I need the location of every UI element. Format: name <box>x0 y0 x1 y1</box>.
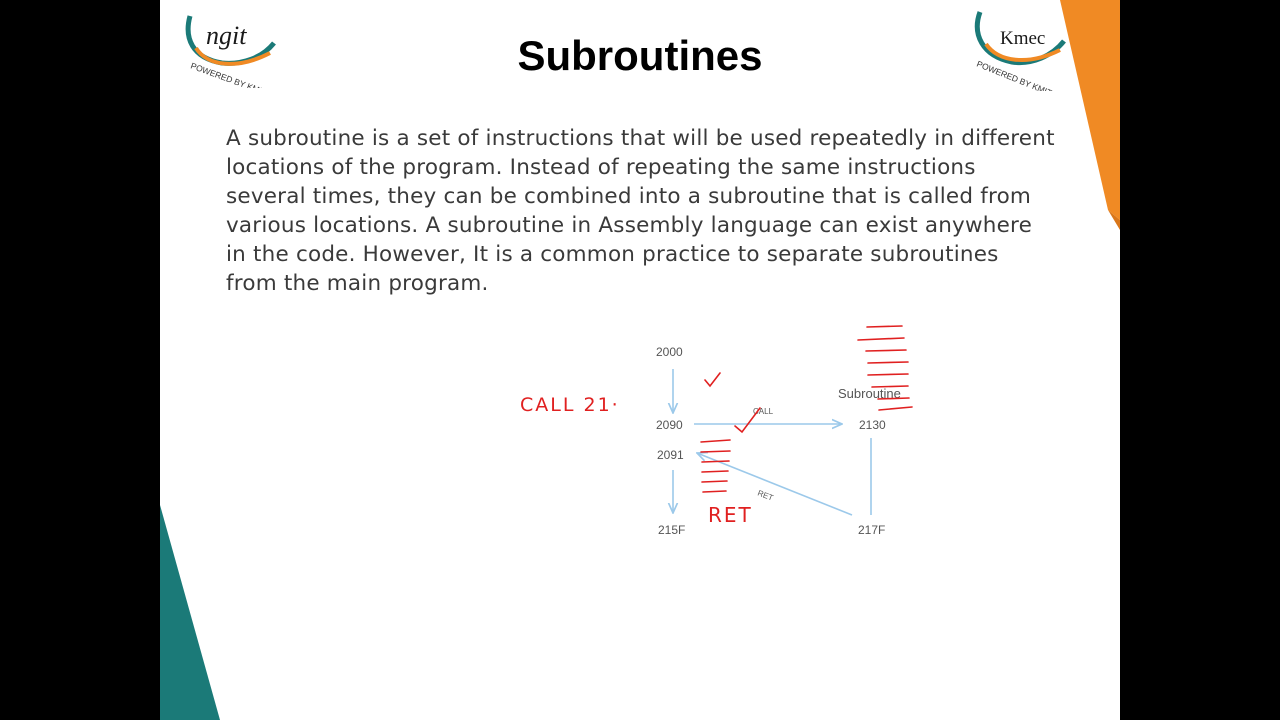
handwritten-ret-note: RET <box>708 503 753 527</box>
ngit-logo-name: ngit <box>206 21 247 50</box>
subroutine-label: Subroutine <box>838 386 901 401</box>
kmec-logo-tagline: POWERED BY KMIT <box>975 58 1054 91</box>
addr-2130: 2130 <box>859 418 886 432</box>
slide <box>160 0 1120 720</box>
checkmark-subroutine <box>705 373 720 386</box>
addr-2000: 2000 <box>656 345 683 359</box>
call-arrow-label: CALL <box>753 407 774 416</box>
slide-body-text: A subroutine is a set of instructions that will be used repeatedly in different locations of the program. Instead of repeating the same instructions several times, they can be combined into a subroutine that is called from various locations. A subroutine in Assembly language can exist anywhere in the code. However, It is a common practice to separate subroutines from the main program. <box>226 126 1055 296</box>
instruction-list-marks <box>858 326 912 410</box>
ngit-logo-tagline: POWERED BY KMIT <box>189 60 269 88</box>
kmec-logo-name: Kmec <box>1000 28 1046 49</box>
subroutine-instruction-marks <box>701 440 730 492</box>
checkmark-2130 <box>735 408 760 432</box>
ret-arrow-label: RET <box>756 488 775 503</box>
addr-2091: 2091 <box>657 448 684 462</box>
addr-2090: 2090 <box>656 418 683 432</box>
addr-217F: 217F <box>858 523 886 537</box>
handwritten-call-note: CALL 21· <box>520 394 620 416</box>
handwritten-annotations <box>160 0 1120 720</box>
addr-215F: 215F <box>658 523 686 537</box>
slide-title: Subroutines <box>517 32 763 79</box>
